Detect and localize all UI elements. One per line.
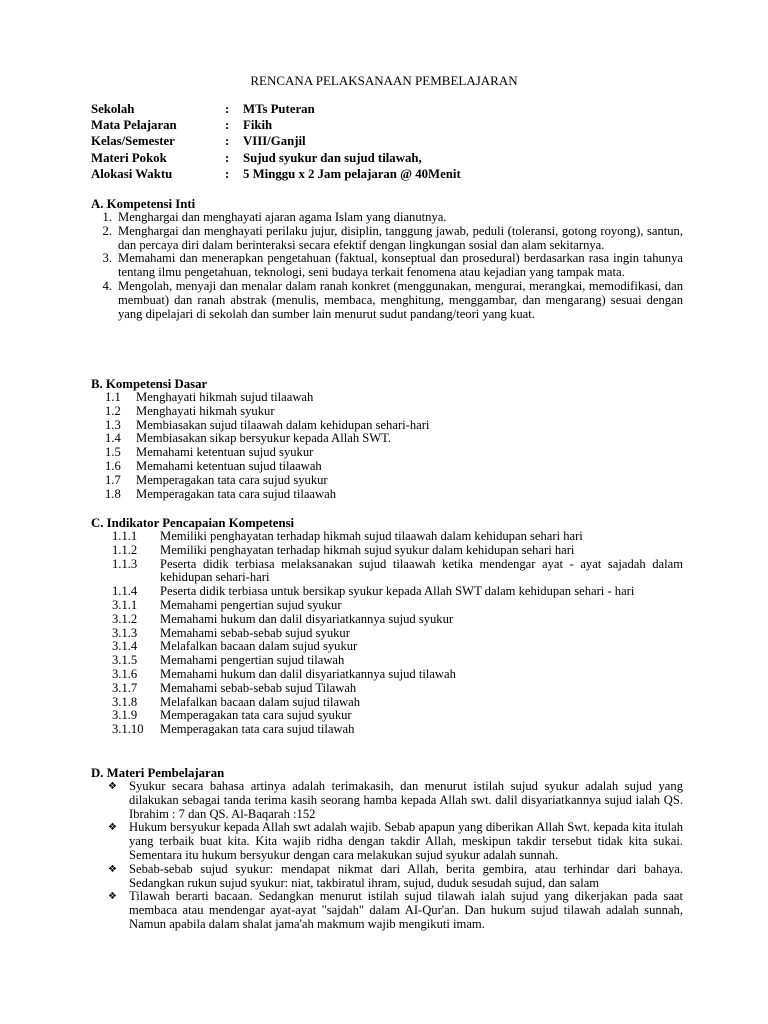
list-item — [91, 280, 683, 321]
identity-row-kelas-semester — [91, 133, 461, 149]
list-number: 1.2 — [105, 403, 121, 418]
list-item — [91, 446, 683, 460]
list-number: 3.1.9 — [112, 708, 138, 723]
identity-separator: : — [225, 166, 230, 181]
section-kompetensi-dasar — [91, 377, 683, 501]
list-text: Memahami sebab-sebab sujud Tilawah — [160, 680, 357, 695]
list-number: 3.1.5 — [112, 653, 138, 668]
list-item — [91, 682, 683, 696]
identity-row-sekolah — [91, 101, 461, 117]
list-number: 1.1.1 — [112, 529, 138, 543]
identity-label: Materi Pokok — [91, 150, 167, 165]
list-item — [91, 668, 683, 682]
section-materi-pembelajaran — [91, 766, 683, 932]
list-number: 2. — [102, 223, 112, 238]
list-item — [91, 585, 683, 599]
list-item — [91, 211, 683, 225]
identity-value: MTs Puteran — [243, 102, 315, 116]
list-text: Memiliki penghayatan terhadap hikmah sujud syukur dalam kehidupan sehari hari — [160, 542, 575, 557]
list-item — [91, 821, 683, 862]
list-text: Menghargai dan menghayati perilaku jujur, disiplin, tanggung jawab, peduli (toleransi, gotong royong), santun, dan percaya diri dalam berinteraksi secara efektif dengan lingkungan sosial dan alam sekitarnya. — [118, 223, 683, 252]
identity-row-materi-pokok — [91, 150, 461, 166]
section-heading: D. Materi Pembelajaran — [91, 766, 225, 780]
identity-table — [91, 101, 461, 182]
section-kompetensi-inti — [91, 197, 683, 321]
list-text: Melafalkan bacaan dalam sujud syukur — [160, 639, 358, 654]
list-text: Memahami ketentuan sujud tilaawah — [136, 458, 322, 473]
list-item — [91, 252, 683, 280]
list-item — [91, 709, 683, 723]
identity-separator: : — [225, 118, 230, 133]
materi-list — [91, 780, 683, 932]
list-text: Melafalkan bacaan dalam sujud tilawah — [160, 694, 361, 709]
list-item — [91, 432, 683, 446]
list-number: 3.1.2 — [112, 611, 138, 626]
identity-value: 5 Minggu x 2 Jam pelajaran @ 40Menit — [243, 166, 461, 181]
list-number: 1.7 — [105, 472, 121, 487]
identity-separator: : — [225, 102, 230, 116]
list-text: Memahami pengertian sujud tilawah — [160, 653, 345, 668]
list-item — [91, 405, 683, 419]
list-text: Hukum bersyukur kepada Allah swt adalah wajib. Sebab apapun yang diberikan Allah Swt. kepada kita itulah yang terbaik buat kita. Kita wajib ridha dengan takdir Allah, meskipun takdir tersebut tidak kita sukai. Sementara itu hukum bersyukur dengan cara melakukan sujud syukur adalah sunnah. — [129, 820, 683, 862]
list-item — [91, 599, 683, 613]
list-text: Memperagakan tata cara sujud tilaawah — [136, 486, 337, 501]
list-item — [91, 654, 683, 668]
list-text: Mengolah, menyaji dan menalar dalam ranah konkret (menggunakan, mengurai, merangkai, memodifikasi, dan membuat) dan ranah abstrak (menulis, membaca, menghitung, menggambar, dan mengarang) sesuai dengan yang dipelajari di sekolah dan sumber lain menurut sudut pandang/teori yang kuat. — [118, 278, 683, 321]
list-text: Memperagakan tata cara sujud syukur — [136, 472, 328, 487]
list-number: 3. — [102, 251, 112, 266]
indikator-list — [91, 530, 683, 737]
identity-label: Kelas/Semester — [91, 134, 175, 149]
identity-value: VIII/Ganjil — [243, 134, 306, 149]
identity-value: Sujud syukur dan sujud tilawah, — [243, 150, 422, 165]
identity-row-alokasi-waktu — [91, 166, 461, 182]
list-text: Membiasakan sujud tilaawah dalam kehidupan sehari-hari — [136, 417, 430, 432]
list-number: 1.5 — [105, 445, 121, 460]
list-number: 1.1.3 — [112, 556, 138, 571]
diamond-bullet-icon: ❖ — [108, 781, 117, 792]
list-item — [91, 558, 683, 586]
list-number: 3.1.3 — [112, 625, 138, 640]
list-item — [91, 696, 683, 710]
list-text: Memperagakan tata cara sujud syukur — [160, 708, 352, 723]
diamond-bullet-icon: ❖ — [108, 822, 117, 834]
list-text: Memiliki penghayatan terhadap hikmah sujud tilaawah dalam kehidupan sehari hari — [160, 529, 583, 543]
identity-separator: : — [225, 150, 230, 165]
section-heading: B. Kompetensi Dasar — [91, 377, 208, 391]
diamond-bullet-icon: ❖ — [108, 863, 117, 875]
diamond-bullet-icon: ❖ — [108, 891, 117, 903]
identity-label: Mata Pelajaran — [91, 118, 177, 133]
kompetensi-inti-list — [91, 211, 683, 321]
list-item — [91, 419, 683, 433]
list-item — [91, 723, 683, 737]
list-number: 3.1.7 — [112, 680, 138, 695]
list-text: Memperagakan tata cara sujud tilawah — [160, 722, 355, 737]
kompetensi-dasar-list — [91, 391, 683, 501]
list-text: Memahami sebab-sebab sujud syukur — [160, 625, 350, 640]
list-number: 3.1.8 — [112, 694, 138, 709]
section-heading: A. Kompetensi Inti — [91, 197, 196, 211]
list-number: 3.1.4 — [112, 639, 138, 654]
list-item — [91, 890, 683, 931]
list-item — [91, 474, 683, 488]
section-indikator — [91, 516, 683, 737]
list-item — [91, 613, 683, 627]
list-item — [91, 640, 683, 654]
list-item — [91, 544, 683, 558]
list-text: Menghayati hikmah sujud tilaawah — [136, 390, 314, 404]
list-item — [91, 780, 683, 821]
list-text: Menghayati hikmah syukur — [136, 403, 275, 418]
list-number: 3.1.6 — [112, 666, 138, 681]
list-text: Memahami hukum dan dalil disyariatkannya sujud tilawah — [160, 666, 456, 681]
list-text: Membiasakan sikap bersyukur kepada Allah SWT. — [136, 431, 392, 446]
list-number: 1.1 — [105, 390, 121, 404]
list-number: 1.1.4 — [112, 584, 138, 599]
list-text: Peserta didik terbiasa melaksanakan sujud tilaawah ketika mendengar ayat - ayat sajadah dalam kehidupan sehari-hari — [160, 556, 683, 585]
list-text: Memahami pengertian sujud syukur — [160, 597, 342, 612]
identity-label: Sekolah — [91, 102, 135, 116]
list-number: 1.6 — [105, 458, 121, 473]
list-text: Syukur secara bahasa artinya adalah terimakasih, dan menurut istilah sujud syukur adalah sujud yang dilakukan sebagai tanda terima kasih seorang hamba kepada Allah swt. dalil disyariatkannya sujud ialah QS. Ibrahim : 7 dan QS. Al-Baqarah :152 — [129, 779, 683, 821]
list-item — [91, 391, 683, 405]
list-text: Tilawah berarti bacaan. Sedangkan menurut istilah sujud tilawah ialah sujud yang dikerjakan pada saat membaca atau mendengar ayat-ayat "sajdah" dalam AI-Qur'an. Dan hukum sujud tilawah adalah sunnah, Namun apabila dalam shalat jama'ah makmum wajib mengikuti imam. — [129, 889, 683, 931]
identity-label: Alokasi Waktu — [91, 166, 173, 181]
list-number: 1.3 — [105, 417, 121, 432]
page-title: RENCANA PELAKSANAAN PEMBELAJARAN — [250, 73, 518, 88]
list-text: Menghargai dan menghayati ajaran agama Islam yang dianutnya. — [118, 210, 447, 224]
list-text: Memahami hukum dan dalil disyariatkannya sujud syukur — [160, 611, 454, 626]
list-number: 1.4 — [105, 431, 121, 446]
list-text: Memahami dan menerapkan pengetahuan (faktual, konseptual dan prosedural) berdasarkan rasa ingin tahunya tentang ilmu pengetahuan, teknologi, seni budaya terkait fenomena atau kejadian yang tampak mata. — [118, 251, 683, 280]
list-item — [91, 530, 683, 544]
list-number: 4. — [102, 278, 112, 293]
list-item — [91, 488, 683, 502]
list-number: 3.1.1 — [112, 597, 138, 612]
list-number: 3.1.10 — [112, 722, 144, 737]
list-text: Memahami ketentuan sujud syukur — [136, 445, 314, 460]
list-number: 1. — [102, 210, 112, 224]
identity-value: Fikih — [243, 118, 273, 133]
list-number: 1.1.2 — [112, 542, 138, 557]
identity-separator: : — [225, 134, 230, 149]
list-number: 1.8 — [105, 486, 121, 501]
list-text: Sebab-sebab sujud syukur: mendapat nikmat dari Allah, berita gembira, atau terhindar dari bahaya. Sedangkan rukun sujud syukur: niat, takbiratul ihram, sujud, duduk sesudah sujud, dan salam — [129, 861, 683, 890]
list-item — [91, 863, 683, 891]
identity-row-mata-pelajaran — [91, 117, 461, 133]
list-item — [91, 460, 683, 474]
list-item — [91, 627, 683, 641]
section-heading: C. Indikator Pencapaian Kompetensi — [91, 516, 295, 530]
list-text: Peserta didik terbiasa untuk bersikap syukur kepada Allah SWT dalam kehidupan sehari - hari — [160, 584, 635, 599]
list-item — [91, 225, 683, 253]
